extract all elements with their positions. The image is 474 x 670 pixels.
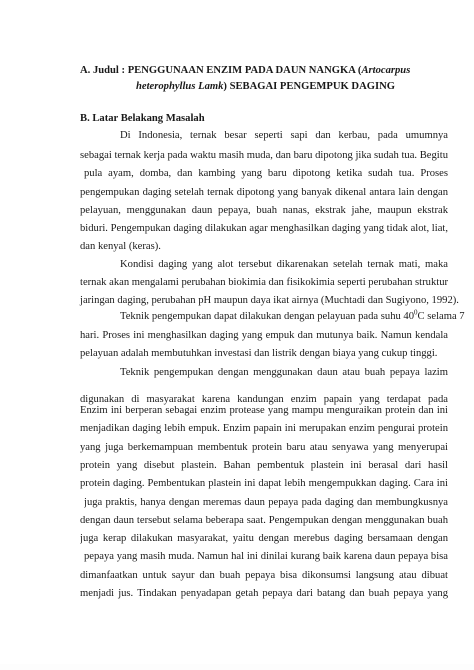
title-prefix: A. Judul : — [80, 65, 126, 76]
p2-line: jaringan daging, perubahan pH maupun daya ikat airnya (Muchtadi dan Sugiyono, 1992). — [80, 295, 459, 306]
p2-line: ternak akan mengalami perubahan biokimia dan fisikokimia seperti perubahan struktur — [80, 277, 448, 288]
p1-line: pengempukan daging setelah ternak dipotong yang banyak dikenal antara lain dengan — [80, 187, 448, 198]
p4-line: digunakan di masyarakat karena kandungan enzim papain yang terdapat pada — [80, 394, 448, 405]
p4-line: juga kerap dilakukan masyarakat, yaitu dengan merebus daging bersamaan dengan — [80, 533, 448, 544]
p4-line: protein yang disebut plastein. Bahan pembentuk plastein ini berasal dari hasil — [80, 460, 448, 471]
p1-line: pelayuan, menggunakan daun pepaya, buah nanas, ekstrak jahe, maupun ekstrak — [80, 205, 448, 216]
title-line-1 — [80, 64, 448, 78]
p1-line: pula ayam, domba, dan kambing yang baru dipotong ketika sudah tua. Proses — [84, 168, 448, 179]
title-line-2 — [136, 80, 448, 94]
p1-line: dan kenyal (keras). — [80, 241, 161, 252]
title-italic-1: Artocarpus — [361, 65, 411, 76]
p1-line: sebagai ternak kerja pada waktu masih muda, dan baru dipotong jika sudah tua. Begitu — [80, 150, 448, 161]
p4-line: protein daging. Pembentukan plastein ini dapat lebih mengempukkan daging. Cara ini — [80, 478, 448, 489]
p4-line: Teknik pengempukan dengan menggunakan daun atau buah pepaya lazim — [120, 367, 448, 378]
p1-line: biduri. Pengempukan daging dilakukan agar menghasilkan daging yang tidak alot, liat, — [80, 223, 448, 234]
p4-line: juga praktis, hanya dengan meremas daun pepaya pada daging dan membungkusnya — [84, 497, 448, 508]
title-text-part2: ) SEBAGAI PENGEMPUK DAGING — [223, 81, 395, 92]
p3-line: pelayuan adalah membutuhkan investasi dan listrik dengan biaya yang cukup tinggi. — [80, 348, 438, 359]
p4-line: pepaya yang masih muda. Namun hal ini dinilai kurang baik karena daun pepaya bisa — [84, 551, 448, 562]
p1-line: Di Indonesia, ternak besar seperti sapi dan kerbau, pada umumnya — [120, 130, 448, 141]
p4-line: menjadikan daging lebih empuk. Enzim papain ini merupakan enzim pengurai protein — [80, 423, 448, 434]
p4-line: dimanfaatkan untuk sayur dan buah pepaya bisa dikonsumsi langsung atau dibuat — [80, 570, 448, 581]
p2-line: Kondisi daging yang alot tersebut dikarenakan setelah ternak mati, maka — [120, 259, 448, 270]
p4-line: yang juga berkemampuan membentuk protein baru atau senyawa yang menyerupai — [80, 442, 448, 453]
p4-line: dengan daun tersebut selama beberapa saat. Pengempukan dengan menggunakan buah — [80, 515, 448, 526]
page-footer-strip — [0, 664, 474, 670]
p3-line: hari. Proses ini menghasilkan daging yang empuk dan mutunya baik. Namun kendala — [80, 330, 448, 341]
p4-line: Enzim ini berperan sebagai enzim protease yang mampu menguraikan protein dan ini — [80, 405, 448, 416]
p3-text-b: C selama 7 — [417, 311, 465, 322]
degree-superscript: 0 — [414, 308, 418, 317]
title-italic-2: heterophyllus Lamk — [136, 81, 224, 92]
p4-line: menjadi jus. Tindakan penyadapan getah pepaya dari batang dan buah pepaya yang — [80, 588, 448, 599]
p3-text-a: Teknik pengempukan dapat dilakukan dengan pelayuan pada suhu 40 — [120, 311, 415, 322]
section-b-heading: B. Latar Belakang Masalah — [80, 113, 205, 124]
title-text-part1: PENGGUNAAN ENZIM PADA DAUN NANGKA ( — [127, 65, 362, 76]
p3-line-1 — [120, 308, 465, 324]
